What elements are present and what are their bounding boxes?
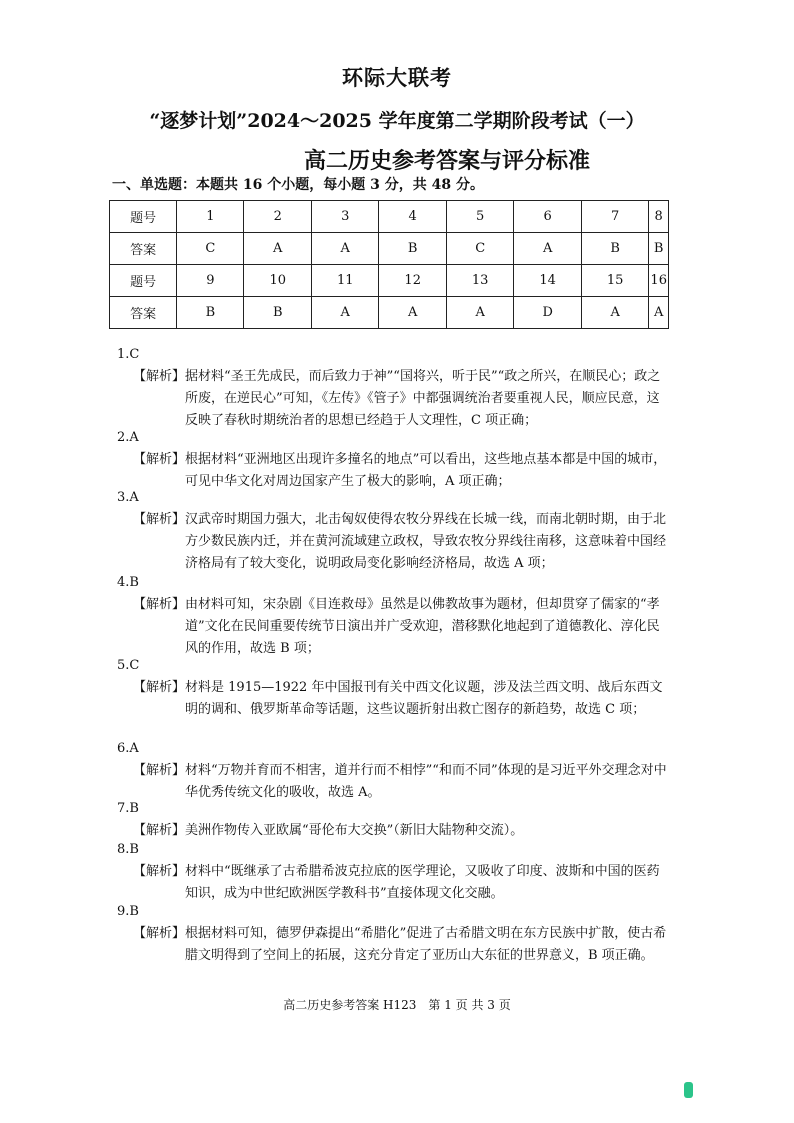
question-6	[117, 738, 672, 804]
analysis-tag: 【解析】	[133, 597, 186, 612]
table-cell: 13	[446, 265, 513, 297]
analysis-body: 据材料“圣王先成民，而后致力于神”“国将兴，听于民”“政之所兴，在顺民心；政之所废，在逆民心”可知，《左传》《管子》中都强调统治者要重视人民，顺应民意，这反映了春秋时期统治者的思想已经趋于人文理性，C 项正确；	[185, 369, 661, 428]
analysis-body: 根据材料可知，德罗伊森提出“希腊化”促进了古希腊文明在东方民族中扩散，使古希腊文明得到了空间上的拓展，这充分肯定了亚历山大东征的世界意义，B 项正确。	[185, 926, 667, 963]
question-number: 8.B	[117, 842, 139, 857]
table-cell: 10	[244, 265, 311, 297]
question-number: 1.C	[117, 347, 140, 362]
exam-title: “逐梦计划”2024～2025 学年度第二学期阶段考试（一）	[149, 110, 645, 132]
analysis-tag: 【解析】	[133, 823, 186, 838]
analysis-body: 由材料可知，宋杂剧《目连救母》虽然是以佛教故事为题材，但却贯穿了儒家的“孝道”文化在民间重要传统节日演出并广受欢迎，潜移默化地起到了道德教化、淳化民风的作用，故选 B 项；	[185, 597, 660, 656]
analysis-body: 汉武帝时期国力强大，北击匈奴使得农牧分界线在长城一线，而南北朝时期，由于北方少数民族内迁，并在黄河流域建立政权，导致农牧分界线往南移，这意味着中国经济格局有了较大变化，说明政局变化影响经济格局，故选 A 项；	[185, 512, 667, 571]
analysis-tag: 【解析】	[133, 864, 186, 879]
analysis-text	[117, 509, 672, 575]
question-5	[117, 655, 672, 721]
page-subtitle: 高二历史参考答案与评分标准	[303, 148, 590, 174]
analysis-tag: 【解析】	[133, 926, 186, 941]
question-number: 6.A	[117, 741, 139, 756]
analysis-body: 材料是 1915—1922 年中国报刊有关中西文化议题，涉及法兰西文明、战后东西文明的调和、俄罗斯革命等话题，这些议题折射出救亡图存的新趋势，故选 C 项；	[185, 680, 663, 717]
org-title: 环际大联考	[342, 65, 452, 90]
row-label: 答案	[110, 233, 177, 265]
table-row	[110, 265, 669, 297]
table-cell: A	[581, 297, 648, 329]
analysis-tag: 【解析】	[133, 763, 186, 778]
table-cell: 12	[379, 265, 446, 297]
table-cell: B	[177, 297, 244, 329]
question-3	[117, 487, 672, 575]
table-cell: C	[446, 233, 513, 265]
table-row	[110, 233, 669, 265]
row-label: 题号	[110, 265, 177, 297]
table-row	[110, 201, 669, 233]
table-cell: 5	[446, 201, 513, 233]
row-label: 答案	[110, 297, 177, 329]
analysis-text	[117, 861, 672, 905]
table-cell: 7	[581, 201, 648, 233]
analysis-tag: 【解析】	[133, 452, 186, 467]
table-cell: B	[379, 233, 446, 265]
question-7	[117, 798, 672, 842]
question-8	[117, 839, 672, 905]
table-cell: A	[446, 297, 513, 329]
table-cell: 14	[514, 265, 581, 297]
analysis-body: 根据材料“亚洲地区出现许多撞名的地点”可以看出，这些地点基本都是中国的城市，可见中华文化对周边国家产生了极大的影响，A 项正确；	[185, 452, 667, 489]
analysis-tag: 【解析】	[133, 369, 186, 384]
row-label: 题号	[110, 201, 177, 233]
question-4	[117, 572, 672, 660]
section-heading: 一、单选题：本题共 16 个小题，每小题 3 分，共 48 分。	[112, 177, 484, 193]
question-number: 7.B	[117, 801, 139, 816]
table-cell: B	[581, 233, 648, 265]
table-cell: 11	[311, 265, 378, 297]
question-1	[117, 344, 672, 432]
table-cell: A	[311, 297, 378, 329]
question-2	[117, 427, 672, 493]
question-number: 3.A	[117, 490, 139, 505]
answer-table	[109, 200, 669, 329]
table-cell: C	[177, 233, 244, 265]
analysis-text	[117, 677, 672, 721]
question-number: 5.C	[117, 658, 140, 673]
question-9	[117, 901, 672, 967]
question-number: 2.A	[117, 430, 139, 445]
table-cell: 8	[649, 201, 669, 233]
table-cell: 2	[244, 201, 311, 233]
table-cell: 15	[581, 265, 648, 297]
analysis-text	[117, 594, 672, 660]
table-cell: A	[379, 297, 446, 329]
question-number: 9.B	[117, 904, 139, 919]
green-mark-icon	[682, 1080, 696, 1100]
analysis-body: 美洲作物传入亚欧属“哥伦布大交换”（新旧大陆物种交流）。	[185, 823, 524, 838]
mark-shape	[684, 1082, 693, 1098]
table-cell: 16	[649, 265, 669, 297]
analysis-text	[117, 923, 672, 967]
table-cell: 4	[379, 201, 446, 233]
table-cell: A	[311, 233, 378, 265]
analysis-tag: 【解析】	[133, 512, 186, 527]
analysis-text	[117, 366, 672, 432]
table-cell: 9	[177, 265, 244, 297]
analysis-tag: 【解析】	[133, 680, 186, 695]
table-row	[110, 297, 669, 329]
table-cell: B	[244, 297, 311, 329]
table-cell: D	[514, 297, 581, 329]
question-number: 4.B	[117, 575, 139, 590]
table-cell: 1	[177, 201, 244, 233]
analysis-body: 材料中“既继承了古希腊希波克拉底的医学理论，又吸收了印度、波斯和中国的医药知识，成为中世纪欧洲医学教科书”直接体现文化交融。	[185, 864, 660, 901]
table-cell: 6	[514, 201, 581, 233]
table-cell: A	[514, 233, 581, 265]
page-footer: 高二历史参考答案 H123 第 1 页 共 3 页	[283, 998, 511, 1012]
table-cell: A	[649, 297, 669, 329]
analysis-body: 材料“万物并育而不相害，道并行而不相悖”“和而不同”体现的是习近平外交理念对中华优秀传统文化的吸收，故选 A。	[185, 763, 667, 800]
table-cell: A	[244, 233, 311, 265]
table-cell: 3	[311, 201, 378, 233]
table-cell: B	[649, 233, 669, 265]
